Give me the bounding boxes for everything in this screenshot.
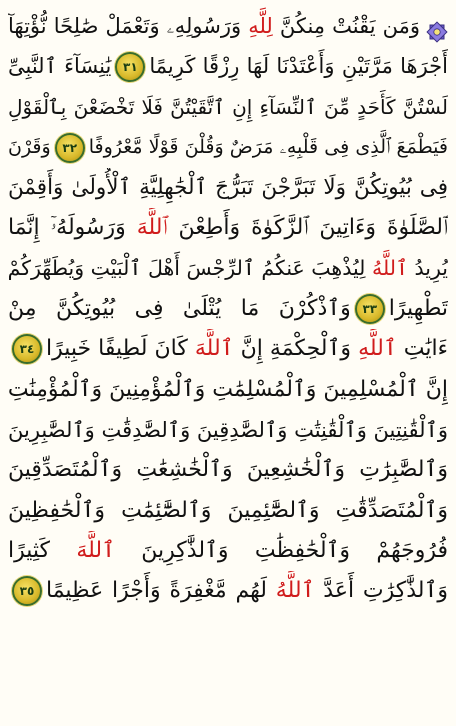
- verse-line: [8, 531, 448, 571]
- verse-line: [8, 127, 448, 167]
- divine-name-text: ٱللَّهَ: [136, 214, 168, 240]
- verse-line: [8, 6, 448, 46]
- verse-text: فُرُوجَهُمْ وَٱلْحَٰفِظَٰتِ وَٱلذَّٰكِرِينَ: [114, 538, 448, 564]
- verse-line: [8, 289, 448, 329]
- verse-text: ءَايَٰتِ: [396, 336, 448, 362]
- verse-line: [8, 450, 448, 490]
- verse-text: يُرِيدُ: [408, 256, 448, 281]
- verse-text: يَٰنِسَآءَ ٱلنَّبِىِّ: [8, 54, 112, 79]
- ayah-number-marker: ٣٥: [12, 576, 42, 606]
- verse-text: وَٱلْقَٰنِتِينَ وَٱلْقَٰنِتَٰتِ وَٱلصَّٰدِقِينَ وَٱلصَّٰدِقَٰتِ وَٱلصَّٰبِرِينَ: [8, 417, 448, 442]
- verse-text: ٱلصَّلَوٰةَ وَءَاتِينَ ٱلزَّكَوٰةَ وَأَطِعْنَ: [167, 214, 448, 240]
- verse-text: وَرَسُولَهُۥٓ إِنَّمَا: [8, 214, 137, 240]
- verse-text: كَثِيرًا: [8, 538, 77, 564]
- verse-text: أَجْرَهَا مَرَّتَيْنِ وَأَعْتَدْنَا لَهَا رِزْقًا كَرِيمًا: [149, 54, 448, 79]
- ayah-number-marker: ٣٣: [355, 294, 385, 324]
- verse-text: وَٱلْمُتَصَدِّقَٰتِ وَٱلصَّٰٓئِمِينَ وَٱلصَّٰٓئِمَٰتِ وَٱلْحَٰفِظِينَ: [8, 497, 448, 523]
- verse-text: وَٱلذَّٰكِرَٰتِ أَعَدَّ: [314, 578, 448, 604]
- verse-text: وَمَن يَقْنُتْ مِنكُنَّ: [272, 14, 420, 38]
- verse-text: وَرَسُولِهِۦ وَتَعْمَلْ صَٰلِحًا نُّؤْتِهَآ: [8, 14, 249, 38]
- divine-name-text: ٱللَّهُ: [371, 256, 408, 281]
- divine-name-text: ٱللَّهِ: [358, 336, 397, 362]
- verse-line: [8, 248, 448, 288]
- verse-line: [8, 370, 448, 410]
- verse-text: لِيُذْهِبَ عَنكُمُ ٱلرِّجْسَ أَهْلَ ٱلْبَيْتِ وَيُطَهِّرَكُمْ: [8, 256, 372, 281]
- verse-line: [8, 571, 448, 611]
- verse-text: فِى بُيُوتِكُنَّ وَلَا تَبَرَّجْنَ تَبَرُّجَ ٱلْجَٰهِلِيَّةِ ٱلْأُولَىٰ وَأَقِمْنَ: [8, 174, 448, 200]
- verse-line: [8, 46, 448, 86]
- verse-line: [8, 87, 448, 127]
- divine-name-text: ٱللَّهَ: [194, 336, 234, 362]
- verse-text: وَٱلْحِكْمَةِ إِنَّ: [233, 336, 359, 362]
- divine-name-text: ٱللَّهَ: [76, 538, 115, 564]
- verse-text: وَٱلصَّٰبِرَٰتِ وَٱلْخَٰشِعِينَ وَٱلْخَٰشِعَٰتِ وَٱلْمُتَصَدِّقِينَ: [8, 457, 448, 483]
- ayah-number-marker: ٣٢: [55, 133, 85, 163]
- verse-line: [8, 410, 448, 450]
- verse-text: تَطْهِيرًا: [388, 295, 448, 321]
- verse-text: لَهُم مَّغْفِرَةً وَأَجْرًا عَظِيمًا: [46, 578, 276, 604]
- verse-line: [8, 208, 448, 248]
- verse-text: وَقَرْنَ: [8, 136, 51, 159]
- divine-name-text: ٱللَّهُ: [275, 578, 315, 604]
- verse-line: [8, 329, 448, 369]
- ayah-number-marker: ٣٤: [12, 334, 42, 364]
- verse-line: [8, 491, 448, 531]
- verse-text: فَيَطْمَعَ ٱلَّذِى فِى قَلْبِهِۦ مَرَضٌ وَقُلْنَ قَوْلًا مَّعْرُوفًا: [88, 136, 448, 159]
- verse-text: وَٱذْكُرْنَ مَا يُتْلَىٰ فِى بُيُوتِكُنَّ مِنْ: [8, 295, 351, 321]
- verse-text: كَانَ لَطِيفًا خَبِيرًا: [46, 336, 195, 362]
- verse-line: [8, 168, 448, 208]
- verse-text: لَسْتُنَّ كَأَحَدٍ مِّنَ ٱلنِّسَآءِ إِنِ ٱتَّقَيْتُنَّ فَلَا تَخْضَعْنَ بِٱلْقَوْلِ: [8, 94, 448, 119]
- divine-name-text: لِلَّهِ: [248, 14, 273, 38]
- rub-el-hizb-icon: [426, 16, 448, 38]
- ayah-number-marker: ٣١: [115, 52, 145, 82]
- verse-text: إِنَّ ٱلْمُسْلِمِينَ وَٱلْمُسْلِمَٰتِ وَٱلْمُؤْمِنِينَ وَٱلْمُؤْمِنَٰتِ: [8, 376, 448, 402]
